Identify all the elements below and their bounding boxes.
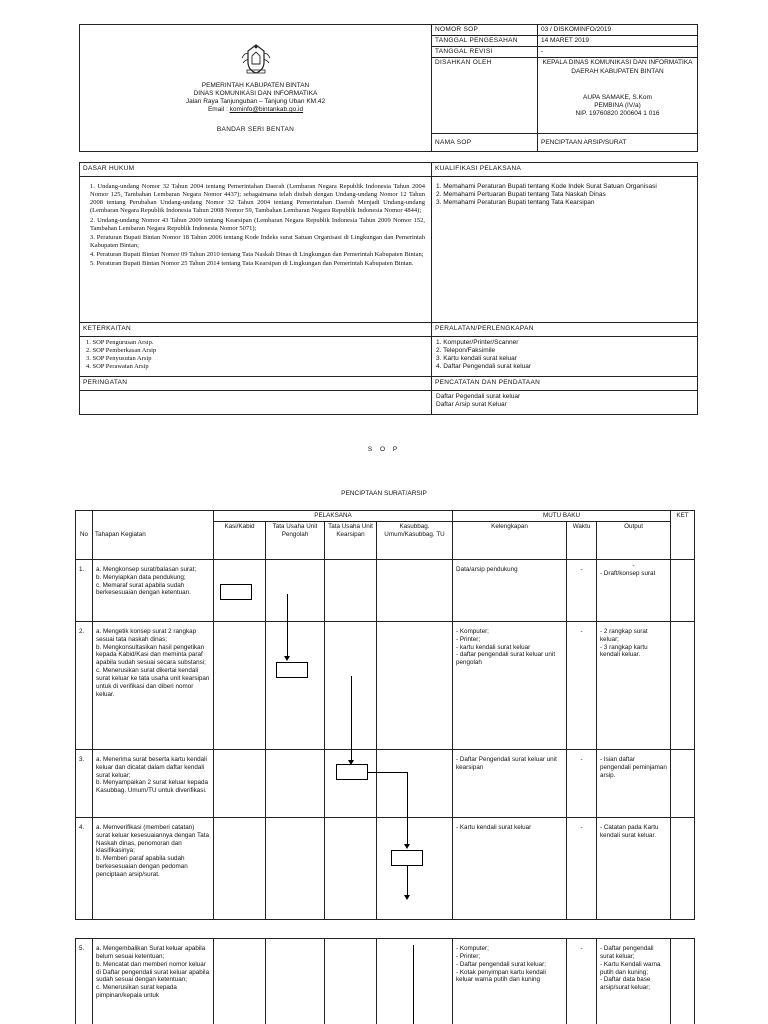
row-tahapan bbox=[93, 559, 214, 621]
org-line-2: DINAS KOMUNIKASI DAN INFORMATIKA bbox=[193, 90, 318, 97]
connector-line bbox=[351, 676, 352, 760]
row-kelengkapan bbox=[453, 817, 567, 919]
col-tu-pengolah: Tata Usaha Unit Pengolah bbox=[266, 521, 325, 559]
peralatan-item: 3. Kartu kendali surat keluar bbox=[436, 355, 517, 363]
kelengkapan-item: - daftar pengendali surat keluar unit pengolah bbox=[456, 651, 556, 667]
tahapan-item: b. Memberi paraf apabila sudah berkesesuaian dengan pedoman penciptaan arsip/surat. bbox=[96, 855, 188, 879]
bintan-crest-icon bbox=[239, 42, 273, 76]
peringatan-content bbox=[80, 391, 432, 415]
col-mutu-baku: MUTU BAKU bbox=[453, 511, 671, 522]
table-row bbox=[76, 817, 695, 919]
arrow-down-icon bbox=[404, 895, 410, 900]
tahapan-item: c. Memaraf surat apabila sudah berkesesuaian dengan ketentuan. bbox=[96, 581, 191, 597]
col-kasubbag: Kasubbag. Umum/Kasubbag. TU bbox=[377, 521, 453, 559]
kelengkapan-item: - Printer; bbox=[456, 635, 481, 643]
disahkan-label: DISAHKAN OLEH bbox=[432, 58, 538, 134]
disahkan-title: KEPALA DINAS KOMUNIKASI DAN INFORMATIKA DAERAH KABUPATEN BINTAN bbox=[542, 59, 693, 75]
col-kelengkapan: Kelengkapan bbox=[453, 521, 567, 559]
connector-line bbox=[413, 945, 414, 1024]
pencatatan-item: Daftar Arsip surat Keluar bbox=[436, 401, 507, 409]
nama-sop-value: PENCIPTAAN ARSIP/SURAT bbox=[538, 134, 698, 152]
tahapan-item: c. Menerusikan surat dikertai kendali surat keluar ke tata usaha unit kearsipan untuk di verifikasi dan diberi nomor keluar. bbox=[96, 667, 210, 698]
arrow-down-icon bbox=[284, 656, 290, 661]
row-waktu: - bbox=[567, 749, 597, 817]
connector-line bbox=[407, 866, 408, 896]
keterkaitan-item: 1. SOP Pengurusan Arsip. bbox=[86, 339, 154, 346]
pencatatan-item: Daftar Pegendali surat keluar bbox=[436, 393, 521, 400]
dasar-hukum-item: 4. Peraturan Bupati Bintan Nomor 09 Tahun 2010 tentang Tata Naskah Dinas di Lingkungan dan Pemerintah Kabupaten Bintan; bbox=[90, 251, 424, 258]
dasar-hukum-list bbox=[80, 177, 432, 323]
row-waktu: - bbox=[567, 559, 597, 621]
sop-identity-table bbox=[79, 24, 698, 152]
keterkaitan-item: 2. SOP Pemberkasan Arsip bbox=[86, 347, 157, 355]
dasar-hukum-item: 1. Undang-undang Nomor 32 Tahun 2004 tentang Pemerintahan Daerah (Lembaran Negara Republik Indonesia Tahun 2004 Nomor 125, Tambahan Lembaran Negara Nomor 4437); sebagaimana telah diubah dengan Undang-undang Nomor 12 Tahun 2008 tentang Perubahan Undang-undang Nomor 32 Tahun 2004 tentang Pemerintahan Daerah Menjadi Undang-undang (Lembaran Negara Republik Indonesia Tahun 2008 Nomor 59, Tambahan Lembaran Negara Republik Indonesia Nomor 4844); bbox=[90, 183, 425, 215]
tahapan-item: b. Mengkonsultasikan hasil pengetikan kepada Kabid/Kasi dan meminta paraf apabila sudah sesuai secara substansi; bbox=[96, 643, 206, 667]
sop-detail-table bbox=[79, 162, 698, 415]
keterkaitan-item: 3. SOP Penyusutan Arsip bbox=[86, 355, 152, 363]
row-output bbox=[597, 749, 671, 817]
col-kasi: Kasi/Kabid bbox=[214, 521, 266, 559]
dasar-hukum-label: DASAR HUKUM bbox=[80, 163, 432, 177]
connector-line bbox=[407, 772, 408, 844]
tahapan-item: b. Menyampaikan 2 surat keluar kepada Kasubbag. Umum/TU untuk diverifikasi. bbox=[96, 779, 209, 795]
dasar-hukum-item: 2. Undang-undang Nomor 43 Tahun 2009 tentang Kearsipan (Lembaran Negara Republik Indonesia Tahun 2009 Nomor 152, Tambahan Lembaran Negara Republik Indonesia Nomor 5071); bbox=[90, 216, 425, 232]
kelengkapan-item: - Komputer; bbox=[456, 945, 489, 952]
tahapan-item: c. Menerusikan surat kepada pimpinan/kepala untuk bbox=[96, 984, 177, 1000]
row-kelengkapan bbox=[453, 749, 567, 817]
sop-flow-table bbox=[75, 510, 695, 920]
output-item: - 3 rangkap kartu kendali keluar. bbox=[600, 643, 648, 659]
row-tahapan bbox=[93, 817, 214, 919]
row-no: 3. bbox=[76, 749, 93, 817]
row-kelengkapan bbox=[453, 621, 567, 749]
kelengkapan-item: - Kartu kendali surat keluar bbox=[456, 823, 532, 831]
org-line-1: PEMERINTAH KABUPATEN BINTAN bbox=[201, 81, 310, 89]
kelengkapan-item: - Printer; bbox=[456, 952, 481, 960]
col-waktu: Waktu bbox=[567, 521, 597, 559]
output-item: - Daftar data base arsip/surat keluar; bbox=[600, 976, 651, 992]
row-output bbox=[597, 939, 671, 1024]
row-tahapan bbox=[93, 939, 214, 1024]
col-no: No bbox=[76, 511, 93, 560]
peralatan-list bbox=[432, 337, 698, 377]
tahapan-item: a. Menerima surat beserta kartu kendali keluar dan dicatat dalam daftar kendali surat keluar; bbox=[96, 755, 207, 779]
tanggal-pengesahan-label: TANGGAL PENGESAHAN bbox=[432, 36, 538, 47]
tanggal-pengesahan-value: 14 MARET 2019 bbox=[538, 36, 698, 47]
tahapan-item: b. Menyiapkan data pendukung; bbox=[96, 573, 186, 581]
pencatatan-list bbox=[432, 391, 698, 415]
arrow-down-icon bbox=[404, 844, 410, 849]
email-prefix: Email : bbox=[207, 106, 230, 114]
dasar-hukum-item: 5. Peraturan Bupati Bintan Nomor 25 Tahun 2014 tentang Tata Kearsipan di Lingkungan dan Pemerintah Kabupaten Bintan. bbox=[90, 260, 414, 268]
kualifikasi-item: 2. Memahami Pertuaran Bupati tentang Tata Naskah Dinas bbox=[436, 191, 606, 199]
keterkaitan-item: 4. SOP Perawatan Arsip bbox=[86, 363, 149, 371]
output-item: - bbox=[632, 561, 635, 569]
col-tu-kearsipan: Tata Usaha Unit Kearsipan bbox=[325, 521, 377, 559]
output-item: - Kartu Kendali warna putih dan kuning; bbox=[600, 960, 661, 976]
process-box-step-3 bbox=[336, 764, 368, 780]
tanggal-revisi-value: - bbox=[538, 47, 698, 58]
organization-block bbox=[80, 25, 432, 152]
table-row bbox=[76, 939, 695, 1024]
sop-subheading: PENCIPTAAN SURAT/ARSIP bbox=[341, 490, 427, 497]
row-output bbox=[597, 621, 671, 749]
output-item: - Catatan pada Kartu kendali surat keluar. bbox=[600, 823, 659, 839]
dasar-hukum-item: 3. Peraturan Bupati Bintan Nomor 18 Tahun 2006 tentang Kode Indeks surat Satuan Organisasi di Lingkungan dan Pemerintah Kabupaten Bintan; bbox=[90, 233, 425, 249]
keterkaitan-list bbox=[80, 337, 432, 377]
nomor-sop-value: 03 / DISKOMINFO/2019 bbox=[538, 25, 698, 36]
table-row bbox=[76, 621, 695, 749]
table-row bbox=[76, 559, 695, 621]
tahapan-item: a. Mengkonsep surat/balasan surat; bbox=[96, 565, 197, 573]
tanggal-revisi-label: TANGGAL REVISI bbox=[432, 47, 538, 58]
tahapan-item: a. Mengetik konsep surat 2 rangkap sesuai tata naskah dinas; bbox=[96, 627, 197, 643]
row-tahapan bbox=[93, 749, 214, 817]
peralatan-item: 2. Telepon/Faksimile bbox=[436, 347, 496, 355]
nomor-sop-label: NOMOR SOP bbox=[432, 25, 538, 36]
tahapan-item: a. Mengembalikan Surat keluar apabila belum sesuai ketentuan; bbox=[96, 945, 206, 960]
kualifikasi-list bbox=[432, 177, 698, 323]
row-no: 1. bbox=[76, 559, 93, 621]
sop-flow-table-continued bbox=[75, 938, 695, 1024]
row-waktu: - bbox=[567, 939, 597, 1024]
sop-heading: S O P bbox=[367, 446, 401, 453]
org-email bbox=[83, 106, 428, 114]
row-output bbox=[597, 559, 671, 621]
org-city: BANDAR SERI BENTAN bbox=[216, 126, 295, 134]
row-no: 2. bbox=[76, 621, 93, 749]
row-kelengkapan bbox=[453, 559, 567, 621]
keterkaitan-label: KETERKAITAN bbox=[80, 323, 432, 337]
email-link[interactable]: kominfo@bintankab.go.id bbox=[229, 106, 304, 114]
kelengkapan-item: - Kotak penyimpan kartu kendali keluar warna putih dan kuning bbox=[456, 968, 546, 984]
tahapan-item: a. Memverifikasi (memberi catatan) surat keluar kesesuaiannya dengan Tata Naskah dinas, penomoran dan klasifikasinya; bbox=[96, 823, 209, 855]
col-output: Output bbox=[597, 521, 671, 559]
output-item: - 2 rangkap surat keluar; bbox=[600, 627, 648, 643]
output-item: - Draft/konsep surat bbox=[600, 569, 656, 577]
process-box-step-2 bbox=[276, 662, 308, 678]
row-output bbox=[597, 817, 671, 919]
pencatatan-label: PENCATATAN DAN PENDATAAN bbox=[432, 377, 698, 391]
signer-rank: PEMBINA (IV/a) bbox=[594, 101, 641, 109]
kualifikasi-item: 1. Memahami Peraturan Bupati tentang Kode Indek Surat Satuan Organisasi bbox=[436, 183, 657, 190]
kelengkapan-item: - kartu kendali surat keluar bbox=[456, 643, 531, 651]
connector-line bbox=[368, 772, 407, 773]
kelengkapan-item: - Daftar pengendali surat keluar; bbox=[456, 960, 546, 968]
peralatan-label: PERALATAN/PERLENGKAPAN bbox=[432, 323, 698, 337]
kualifikasi-label: KUALIFIKASI PELAKSANA bbox=[432, 163, 698, 177]
disahkan-block bbox=[538, 58, 698, 134]
kelengkapan-item: - Daftar Pengendali surat keluar unit kearsipan bbox=[456, 755, 557, 771]
row-no: 5. bbox=[76, 939, 93, 1024]
signer-nip: NIP. 19760820 200604 1 016 bbox=[575, 109, 660, 117]
signer-name: AUPA SAMAKE, S.Kom bbox=[583, 93, 652, 101]
col-pelaksana: PELAKSANA bbox=[214, 511, 453, 522]
col-tahapan: Tahapan Kegiatan bbox=[93, 511, 214, 560]
connector-line bbox=[287, 594, 288, 656]
kelengkapan-item: - Komputer; bbox=[456, 627, 489, 635]
row-tahapan bbox=[93, 621, 214, 749]
peringatan-label: PERINGATAN bbox=[80, 377, 432, 391]
kualifikasi-item: 3. Memahami Peraturan Bupati tentang Tata Kearsipan bbox=[436, 199, 595, 207]
output-item: - Isian daftar pengendali peminjaman arsip. bbox=[600, 755, 667, 779]
kelengkapan-item: Data/arsip pendukung bbox=[456, 565, 518, 573]
nama-sop-label: NAMA SOP bbox=[432, 134, 538, 152]
output-item: - Daftar pengendali surat keluar; bbox=[600, 945, 654, 960]
org-address: Jalan Raya Tanjunguban – Tanjung Uban KM.42 bbox=[185, 98, 326, 106]
peralatan-item: 1. Komputer/Printer/Scanner bbox=[436, 339, 519, 346]
row-no: 4. bbox=[76, 817, 93, 919]
table-row bbox=[76, 749, 695, 817]
row-kelengkapan bbox=[453, 939, 567, 1024]
process-box-step-1 bbox=[220, 584, 252, 600]
peralatan-item: 4. Daftar Pengendali surat keluar bbox=[436, 363, 532, 371]
row-waktu: - bbox=[567, 817, 597, 919]
tahapan-item: b. Mencatat dan memberi nomor keluar di Daftar pengendali surat keluar apabila sudah sesuai dengan ketentuan; bbox=[96, 960, 210, 984]
row-waktu: - bbox=[567, 621, 597, 749]
col-ket: KET bbox=[671, 511, 695, 560]
process-box-step-4 bbox=[391, 850, 423, 866]
